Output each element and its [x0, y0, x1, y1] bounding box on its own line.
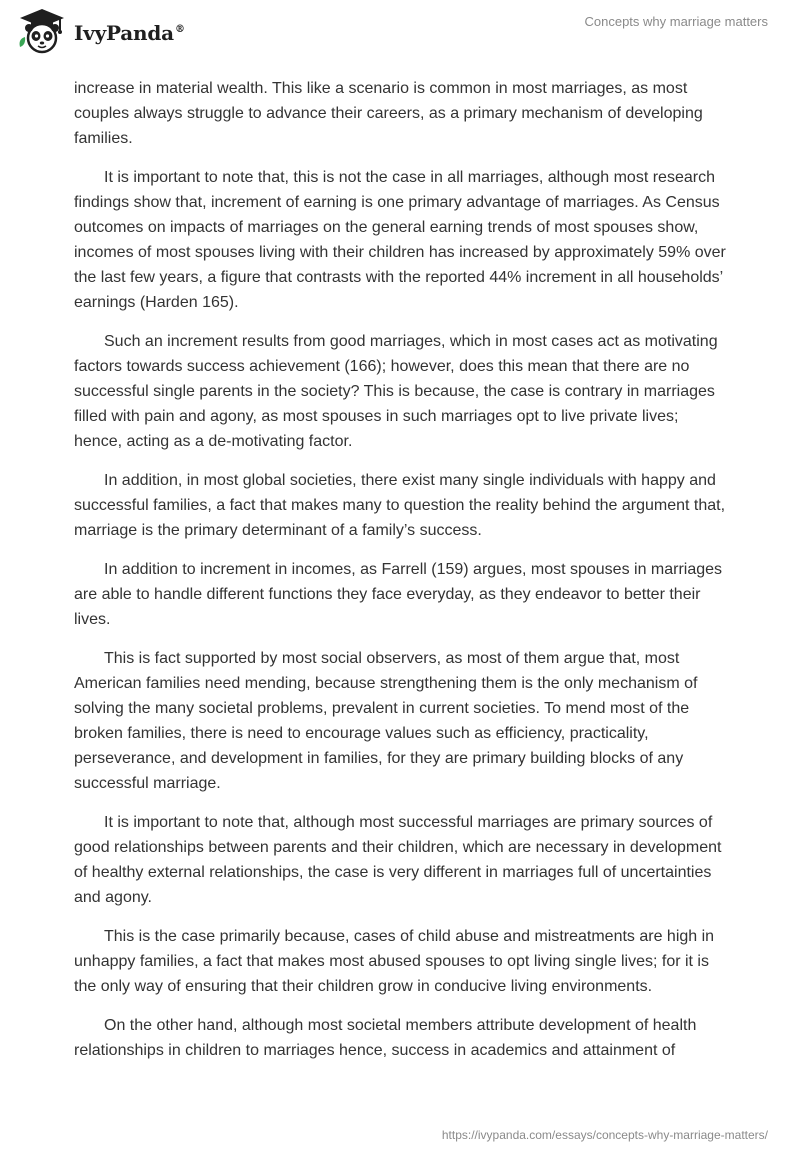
registered-mark: ® [174, 24, 185, 36]
paragraph: This is fact supported by most social observers, as most of them argue that, most American families need mending, because strengthening them is the only mechanism of solving the many societal problems, prevalent in current societies. To mend most of the broken families, there is need to encourage values such as efficiency, practicality, perseverance, and development in families, for they are primary building blocks of any successful marriage. [74, 650, 698, 792]
page-header [0, 0, 800, 60]
paragraph: In addition, in most global societies, there exist many single individuals with happy and successful families, a fact that makes many to question the reality behind the argument that, marriage is the primary determinant of a family’s success. [74, 472, 726, 539]
paragraph: It is important to note that, although most successful marriages are primary sources of good relationships between parents and their children, which are necessary in development of healthy external relationships, the case is very different in marriages full of uncertainties and agony. [74, 814, 722, 906]
brand-name: IvyPanda® [74, 21, 185, 45]
paragraph: This is the case primarily because, cases of child abuse and mistreatments are high in unhappy families, a fact that makes most abused spouses to opt living single lives; for it is the only way of ensuring that their children grow in conducive living environments. [74, 928, 715, 995]
panda-logo-icon [16, 7, 68, 55]
ivypanda-logo[interactable] [16, 7, 185, 55]
essay-body [74, 76, 730, 1077]
document-title: Concepts why marriage matters [584, 14, 768, 29]
source-url[interactable]: https://ivypanda.com/essays/concepts-why-marriage-matters/ [441, 1128, 768, 1142]
paragraph: On the other hand, although most societal members attribute development of health relationships in children to marriages hence, success in academics and attainment of [74, 1017, 697, 1059]
paragraph: increase in material wealth. This like a scenario is common in most marriages, as most couples always struggle to advance their careers, as a primary mechanism of developing families. [74, 80, 703, 147]
paragraph: Such an increment results from good marriages, which in most cases act as motivating factors towards success achievement (166); however, does this mean that there are no successful single parents in the society? This is because, the case is contrary in marriages filled with pain and agony, as most spouses in such marriages opt to live private lives; hence, acting as a de-motivating factor. [74, 333, 718, 450]
paragraph: It is important to note that, this is not the case in all marriages, although most research findings show that, increment of earning is one primary advantage of marriages. As Census outcomes on impacts of marriages on the general earning trends of most spouses show, incomes of most spouses living with their children has increased by approximately 59% over the last few years, a figure that contrasts with the reported 44% increment in all households’ earnings (Harden 165). [74, 169, 726, 311]
paragraph: In addition to increment in incomes, as Farrell (159) argues, most spouses in marriages are able to handle different functions they face everyday, as they endeavor to better their lives. [74, 561, 723, 628]
